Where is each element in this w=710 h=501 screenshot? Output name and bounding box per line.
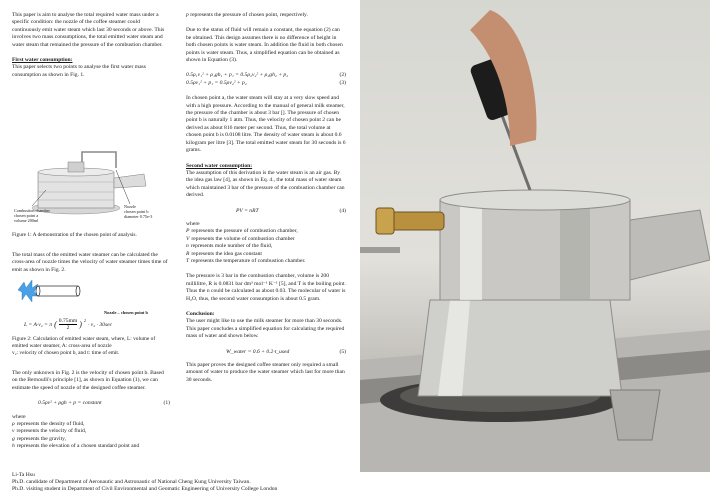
fig2-nozzle-label: Nozzle – chosen point b <box>104 310 148 315</box>
fig1-label-point-a: chosen point a <box>14 213 39 218</box>
fig2-equation: L = A·v₂ = π ( $\frac{0.75mm}{2}$ ) 2 · v₂ · 30sec <box>24 318 113 331</box>
fig2-caption-line2: v₂: velocity of chosen point b, and t: time of emit. <box>12 350 120 356</box>
equation-4-number: (4) <box>339 207 346 214</box>
equation-1-text: 0.5ρv² + ρgh + p = constant <box>38 400 102 407</box>
equation-1-number: (1) <box>163 400 170 407</box>
figure-1-caption: Figure 1: A demonstration of the chosen point of analysis. <box>12 232 137 238</box>
velocity-paragraph: In chosen point a, the water steam will stay at a very slow speed and with a high pressure. According to the manual of general milk steamer, the pressure of the chamber is about 3 bar []. The pressure of chosen point b is naturally 1 atm. Thus, the velocity of chosen point 2 can be derived as about 816 meter per second. Thus, the total volume at chosen point b is 0.0108 litre. The density of water steam is about 0.6 kilogram per litre [3]. The total emitted water steam for 30 seconds is 6 grams. <box>186 95 346 154</box>
gas-law-paragraph: The assumption of this derivation is the water steam is an air gas. By the idea gas law [4], as shown in Eq. 4., the total mass of water steam which maintained 3 bar of the pressure of the combustion chamber can derived. <box>186 169 345 199</box>
p-definition-line: p represents the pressure of chosen point, respectively. <box>186 12 308 18</box>
second-consumption-heading: Second water consumption: <box>186 162 253 169</box>
author-affiliation-1: Ph.D. candidate of Department of Aeronautic and Astronautic of National Cheng Kung University Taiwan. <box>12 479 251 486</box>
equation-2-text: 0.5ρ₁v₁² + ρ₁gh₁ + p₁ = 0.5ρ₂v₂² + ρ₂gh₂ + p₂ <box>186 72 289 79</box>
steamer-photo <box>360 0 710 472</box>
equation-3 <box>186 80 346 87</box>
equation-5-text: W_water = 0.6 + 0.2·t_used <box>226 348 290 355</box>
fig1-label-diameter: diameter 0.75e-3 <box>124 214 153 219</box>
fig1-label-volume: volume 200ml <box>14 218 39 223</box>
list-item: n represents mole number of the fluid, <box>186 243 273 250</box>
list-item: V represents the volume of combustion chamber <box>186 235 295 242</box>
right-variable-list <box>186 228 346 265</box>
equation-5 <box>186 349 346 356</box>
right-where-label: where <box>186 220 200 227</box>
fig2-eq-denominator: 2 <box>66 325 70 331</box>
author-footer <box>12 472 698 494</box>
fig2-eq-left: L = A·v₂ = π <box>24 321 53 328</box>
equation-1 <box>12 400 170 407</box>
fig2-eq-right: · v₂ · 30sec <box>87 321 113 328</box>
equation-4 <box>186 208 346 215</box>
figure-2-caption <box>12 336 170 357</box>
left-where-label: where <box>12 413 26 420</box>
first-consumption-text: This paper selects two points to analyse the first water mass consumption as shown in Fig. 1. <box>12 64 146 78</box>
list-item: P represents the pressure of combustion chamber, <box>186 228 298 235</box>
equation-2 <box>186 72 346 79</box>
equation-3-number: (3) <box>339 79 346 86</box>
equation-4-text: PV = nRT <box>236 207 259 214</box>
list-item: T represents the temperature of combustion chamber. <box>186 257 306 264</box>
fig2-caption-line1: Figure 2: Calculation of emitted water steam, where, L: volume of emitted water steamer, A: cross-area of nozzle <box>12 336 156 349</box>
list-item: R represents the idea gas constant <box>186 250 262 257</box>
list-item: g represents the gravity, <box>12 435 66 442</box>
final-paragraph: This paper proves the designed coffee steamer only required a small amount of water to produce the water steamer which last for more than 30 seconds. <box>186 362 345 383</box>
list-item: v represents the velocity of fluid, <box>12 428 87 435</box>
left-variable-list <box>12 421 170 451</box>
status-paragraph: Due to the status of fluid will remain a constant, the equation (2) can be obtained. This design assumes there is no difference of height in both chosen points is water steam. In addition the fluid in both chosen points is water steam. Thus, a simplified equation can be obtained as shown in Equation (3). <box>186 27 343 64</box>
figure-2-diagram <box>12 270 170 336</box>
list-item: h represents the elevation of a chosen standard point and <box>12 443 140 450</box>
intro-paragraph: This paper is aim to analyse the total required water mass under a specific condition: the nozzle of the coffee steamer could continuously emit water steam which last 30 seconds or above. This involves two mass consumptions, the total emitted water steam and water steam that remained the pressure of the combustion chamber. <box>12 12 165 48</box>
author-name: Li-Ta Hsu <box>12 472 35 478</box>
figure-1-diagram <box>12 142 170 224</box>
fig1-label-chamber: Combustion chamber <box>14 208 50 213</box>
fig1-label-point-b: chosen point b <box>124 209 149 214</box>
first-consumption-heading: First water consumption: <box>12 57 73 64</box>
equation-2-number: (2) <box>339 72 346 79</box>
fig1-label-nozzle: Nozzle <box>124 204 136 209</box>
conclusion-heading: Conclusion: <box>186 311 215 317</box>
right-column <box>186 12 346 392</box>
author-affiliation-2: Ph.D. visiting student in Department of Civil Environmental and Geomatic Engineering of University College London <box>12 486 278 493</box>
nozzle-illustration <box>12 270 170 310</box>
equation-3-text: 0.5ρv₁² + p₁ = 0.5ρv₂² + p₂ <box>186 79 247 86</box>
conclusion-paragraph: The user might like to use the milk steamer for more than 30 seconds. This paper concludes a simplified equation for calculating the required mass of water and shown below. <box>186 318 345 340</box>
list-item: ρ represents the density of fluid, <box>12 421 85 428</box>
result-paragraph: The pressure is 3 bar in the combustion chamber, volume is 200 millilitre, R is 0.0831 bar dm³ mol⁻¹ K⁻¹ [5], and T is the boiling point. Thus the n could be calculated as about 0.03. The molecular of water is H₂O, thus, the second water consumption is about 0.5 gram. <box>186 273 346 302</box>
mass-paragraph: The total mass of the emitted water steamer can be calculated the cross-area of nozzle times the velocity of water steamer times time of emit as shown in Fig. 2. <box>12 252 168 273</box>
equation-5-number: (5) <box>339 348 346 355</box>
left-bottom-block <box>12 370 170 451</box>
steamer-photo-illustration <box>360 0 710 472</box>
bernoulli-paragraph: The only unknown in Fig. 2 is the velocity of chosen point b. Based on the Bernoulli's principle [1], as shown in Equation (1), we can estimate the speed of nozzle of the designed coffee steamer. <box>12 370 164 391</box>
fig2-eq-numerator: 0.75mm <box>58 318 78 324</box>
left-column <box>12 12 170 87</box>
